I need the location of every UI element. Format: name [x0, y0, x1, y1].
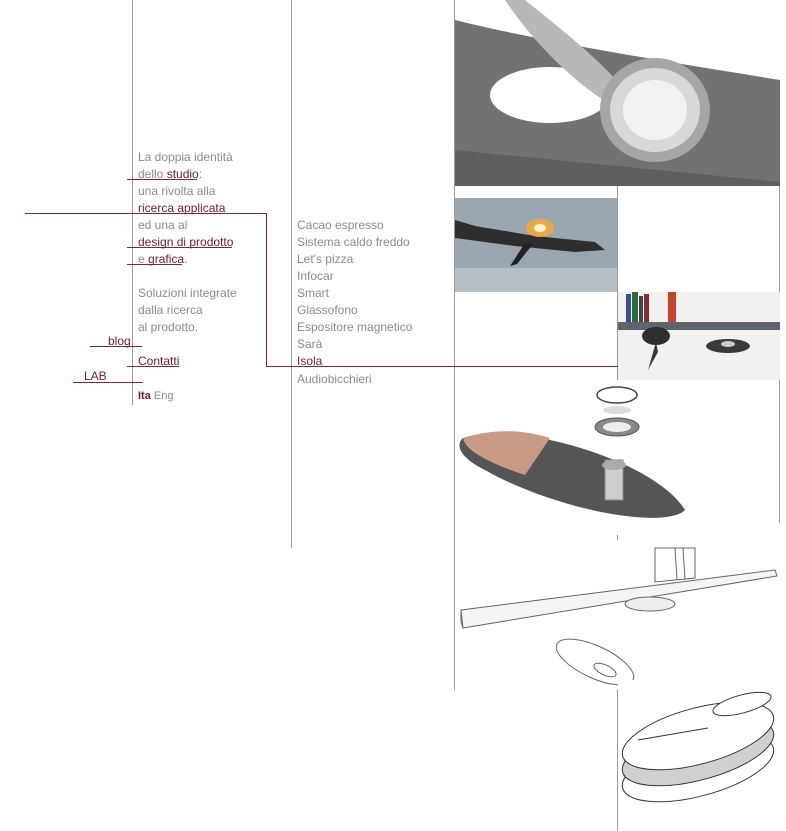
intro-text: dello — [138, 167, 167, 181]
tagline-line: dalla ricerca — [138, 303, 203, 317]
intro-text: . — [184, 252, 188, 266]
intro-line: La doppia identità — [138, 150, 233, 164]
lang-eng-link[interactable]: Eng — [153, 390, 174, 402]
language-switch — [138, 388, 173, 405]
project-link[interactable]: Sarà — [297, 337, 323, 351]
product-photo-shelf — [618, 292, 780, 380]
ricerca-applicata-link[interactable]: ricerca applicata — [138, 201, 226, 215]
project-link[interactable]: Infocar — [297, 269, 334, 283]
intro-line: ed una al — [138, 218, 188, 232]
tagline-line: al prodotto. — [138, 320, 199, 334]
product-exploded-view — [455, 380, 779, 535]
intro-line — [138, 166, 202, 183]
project-link[interactable]: Espositore magnetico — [297, 320, 413, 334]
project-link[interactable]: Smart — [297, 286, 330, 300]
grafica-link[interactable]: grafica — [148, 252, 185, 266]
intro-line — [138, 200, 225, 217]
studio-link[interactable]: studio — [166, 167, 199, 181]
product-sketch-discs — [618, 680, 780, 805]
contatti-link[interactable]: Contatti — [138, 354, 180, 368]
intro-line: una rivolta alla — [138, 184, 216, 198]
lang-ita-link[interactable]: Ita — [138, 390, 151, 402]
intro-line — [138, 234, 233, 251]
project-link[interactable]: Audiobicchieri — [297, 372, 372, 386]
intro-text: e — [138, 252, 149, 266]
project-link[interactable]: Cacao espresso — [297, 218, 384, 232]
lab-link[interactable]: LAB — [84, 369, 107, 383]
intro-text: : — [198, 167, 203, 181]
design-di-prodotto-link[interactable]: design di prodotto — [138, 235, 234, 249]
grid-line — [132, 0, 133, 405]
project-link[interactable]: Sistema caldo freddo — [297, 235, 410, 249]
product-sketch-shelf — [455, 540, 779, 690]
tagline-line: Soluzioni integrate — [138, 286, 237, 300]
project-link[interactable]: Glassofono — [297, 303, 358, 317]
grid-line — [291, 0, 292, 548]
blog-link[interactable]: blog — [108, 334, 131, 348]
project-link-active[interactable]: Isola — [297, 354, 323, 368]
product-photo-lamp-lit — [455, 198, 617, 292]
connector-line — [266, 213, 267, 366]
project-menu — [297, 217, 412, 388]
intro-line — [138, 251, 187, 268]
project-link[interactable]: Let's pizza — [297, 252, 354, 266]
product-photo-lamp — [455, 0, 780, 186]
